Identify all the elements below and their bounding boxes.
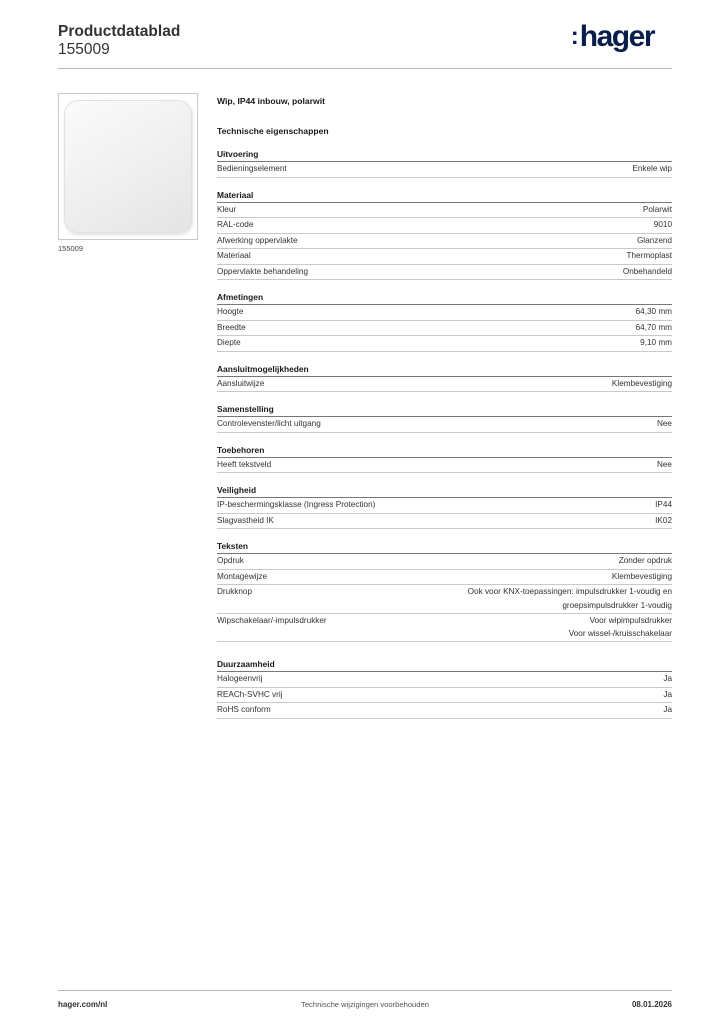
spec-label: Kleur (217, 204, 237, 214)
spec-label: Breedte (217, 322, 246, 332)
spec-value: 64,30 mm (635, 307, 672, 316)
spec-row (217, 321, 672, 337)
spec-value (468, 585, 672, 613)
spec-value-line: Ook voor KNX-toepassingen: impulsdrukker 1-voudig en (467, 587, 672, 596)
spec-value: Polarwit (642, 204, 672, 214)
spec-value: Ja (663, 689, 672, 699)
spec-label: Bedieningselement (217, 164, 287, 173)
section-title: Uitvoering (217, 148, 672, 162)
section-title: Teksten (217, 540, 672, 554)
section-title: Materiaal (217, 189, 672, 203)
spec-row (217, 458, 672, 474)
spec-value: Enkele wip (632, 164, 672, 173)
spec-value: Nee (656, 459, 672, 469)
spec-value: 9,10 mm (640, 338, 672, 347)
spec-label: IP-beschermingsklasse (Ingress Protection) (217, 500, 376, 509)
spec-row (217, 614, 672, 643)
spec-value: Thermoplast (626, 251, 672, 260)
section-title: Duurzaamheid (217, 658, 672, 672)
product-number: 155009 (58, 41, 110, 58)
spec-value: IP44 (655, 500, 672, 509)
logo-text: hager (579, 20, 654, 53)
spec-label: Afwerking oppervlakte (217, 235, 298, 245)
spec-value: Ja (663, 674, 672, 684)
spec-label: Hoogte (217, 307, 244, 316)
spec-label: RAL-code (217, 220, 254, 229)
page-footer (58, 990, 672, 1017)
spec-value: Glanzend (636, 235, 672, 245)
spec-label: Wipschakelaar/-impulsdrukker (217, 615, 327, 625)
spec-value: IK02 (655, 515, 672, 525)
spec-row (217, 570, 672, 586)
footer-website: hager.com/nl (58, 1000, 108, 1009)
spec-row (217, 585, 672, 614)
page-header (58, 20, 672, 69)
spec-sections (217, 148, 672, 719)
spec-row (217, 336, 672, 352)
footer-disclaimer: Technische wijzigingen voorbehouden (301, 1000, 429, 1009)
section-title: Afmetingen (217, 291, 672, 305)
spec-value-line: groepsimpulsdrukker 1-voudig (562, 600, 672, 610)
spec-row (217, 203, 672, 219)
spec-label: RoHS conform (217, 705, 271, 715)
spec-row (217, 514, 672, 530)
spec-label: Heeft tekstveld (217, 459, 272, 469)
spec-value: 9010 (653, 220, 672, 229)
product-image (64, 100, 192, 233)
spec-row (217, 162, 672, 178)
spec-row (217, 305, 672, 321)
spec-row (217, 672, 672, 688)
hager-logo: :hager (570, 20, 654, 53)
spec-value: 64,70 mm (635, 322, 672, 332)
spec-value-line: Voor wipimpulsdrukker (589, 615, 672, 625)
spec-label: Halogeenvrij (217, 674, 263, 684)
spec-value: Klembevestiging (611, 378, 672, 388)
section-title: Veiligheid (217, 484, 672, 498)
spec-value: Klembevestiging (611, 571, 672, 581)
footer-date: 08.01.2026 (631, 1000, 672, 1009)
spec-label: Controlevenster/licht uitgang (217, 419, 321, 428)
spec-label: Slagvastheid IK (217, 515, 274, 525)
product-image-frame (58, 93, 198, 240)
section-title: Aansluitmogelijkheden (217, 363, 672, 377)
spec-value (569, 614, 672, 642)
spec-value-line: Voor wissel-/kruisschakelaar (568, 629, 672, 639)
product-specs (217, 95, 672, 719)
spec-label: Aansluitwijze (217, 378, 265, 388)
product-image-caption: 155009 (58, 244, 84, 253)
spec-label: REACh-SVHC vrij (217, 689, 283, 699)
spec-value: Ja (663, 705, 672, 715)
product-description: Wip, IP44 inbouw, polarwit (217, 96, 325, 106)
section-title: Samenstelling (217, 403, 672, 417)
spec-value: Onbehandeld (622, 266, 672, 276)
spec-label: Opdruk (217, 556, 244, 565)
spec-row (217, 498, 672, 514)
spec-label: Materiaal (217, 251, 251, 260)
document-title: Productdatablad (58, 23, 181, 40)
technical-properties-title: Technische eigenschappen (217, 126, 329, 136)
spec-row (217, 218, 672, 234)
spec-label: Drukknop (217, 587, 253, 596)
section-title: Toebehoren (217, 444, 672, 458)
spec-label: Oppervlakte behandeling (217, 266, 309, 276)
spec-label: Montagewijze (217, 571, 268, 581)
spec-value: Nee (656, 419, 672, 428)
spec-label: Diepte (217, 338, 241, 347)
spec-row (217, 417, 672, 433)
spec-value: Zonder opdruk (618, 556, 672, 565)
spec-row (217, 265, 672, 281)
spec-row (217, 554, 672, 570)
spec-row (217, 249, 672, 265)
spec-row (217, 703, 672, 719)
spec-row (217, 377, 672, 393)
spec-row (217, 688, 672, 704)
spec-row (217, 234, 672, 250)
